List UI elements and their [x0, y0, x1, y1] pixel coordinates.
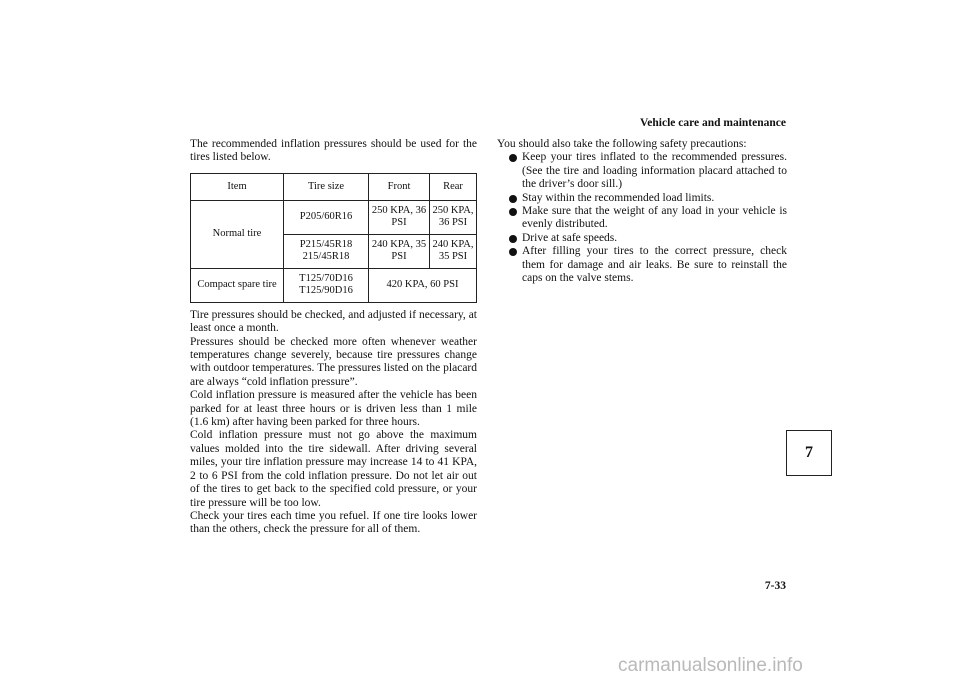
normal-tire-cell: Normal tire: [191, 200, 284, 268]
list-item: [497, 245, 787, 285]
col-header-item: Item: [191, 173, 284, 200]
table-header-row: [191, 173, 477, 200]
front-pressure-cell: 240 KPA, 35 PSI: [369, 234, 430, 268]
tire-size-cell: P205/60R16: [284, 200, 369, 234]
rear-pressure-cell: 240 KPA, 35 PSI: [430, 234, 477, 268]
body-paragraph: Tire pressures should be checked, and adjusted if necessary, at least once a month.: [190, 308, 477, 335]
intro-paragraph: The recommended inflation pressures should be used for the tires listed below.: [190, 138, 477, 164]
body-paragraph: Cold inflation pressure is measured after the vehicle has been parked for at least three hours or is driven less than 1 mile (1.6 km) after having been parked for three hours.: [190, 389, 477, 429]
list-item-text: Make sure that the weight of any load in your vehicle is evenly distributed.: [522, 205, 787, 231]
list-item-text: Stay within the recommended load limits.: [522, 191, 715, 204]
bullet-icon: [509, 208, 517, 216]
body-paragraph: Pressures should be checked more often whenever weather temperatures change severely, because tire pressures change with outdoor temperatures. The pressures listed on the placard are always “cold inflation pressure”.: [190, 335, 477, 388]
body-paragraph: Cold inflation pressure must not go above the maximum values molded into the tire sidewall. After driving several miles, your tire inflation pressure may increase 14 to 41 KPA, 2 to 6 PSI from the cold inflation pressure. Do not let air out of the tires to get back to the specified cold pressure, or your tire pressure will be too low.: [190, 429, 477, 509]
bullet-icon: [509, 154, 517, 162]
col-header-front: Front: [369, 173, 430, 200]
compact-spare-cell: Compact spare tire: [191, 268, 284, 302]
rear-pressure-cell: 250 KPA, 36 PSI: [430, 200, 477, 234]
body-paragraph: Check your tires each time you refuel. If one tire looks lower than the others, check the pressure for all of them.: [190, 509, 477, 536]
tire-size-cell: T125/70D16 T125/90D16: [284, 268, 369, 302]
right-column: [497, 138, 787, 285]
list-item: [497, 232, 787, 245]
compact-pressure-cell: 420 KPA, 60 PSI: [369, 268, 477, 302]
col-header-tire-size: Tire size: [284, 173, 369, 200]
list-item-text: Keep your tires inflated to the recommended pressures. (See the tire and loading information placard attached to the driver’s door sill.): [522, 151, 787, 191]
left-column: [190, 138, 477, 537]
tire-pressure-table: [190, 173, 477, 303]
table-row: [191, 268, 477, 302]
section-header: Vehicle care and maintenance: [640, 117, 786, 129]
bullet-icon: [509, 248, 517, 256]
list-item-text: After filling your tires to the correct pressure, check them for damage and air leaks. Be sure to reinstall the caps on the valve stems.: [522, 245, 787, 285]
bullet-icon: [509, 195, 517, 203]
watermark: carmanualsonline.info: [618, 655, 803, 676]
precautions-list: [497, 151, 787, 285]
bullet-icon: [509, 235, 517, 243]
page-number: 7-33: [764, 580, 786, 592]
precautions-intro: You should also take the following safety precautions:: [497, 138, 747, 150]
front-pressure-cell: 250 KPA, 36 PSI: [369, 200, 430, 234]
list-item: [497, 192, 787, 205]
tire-size-cell: P215/45R18 215/45R18: [284, 234, 369, 268]
table-row: [191, 200, 477, 234]
list-item-text: Drive at safe speeds.: [522, 231, 618, 244]
list-item: [497, 151, 787, 191]
list-item: [497, 205, 787, 232]
chapter-tab: 7: [786, 430, 832, 476]
col-header-rear: Rear: [430, 173, 477, 200]
